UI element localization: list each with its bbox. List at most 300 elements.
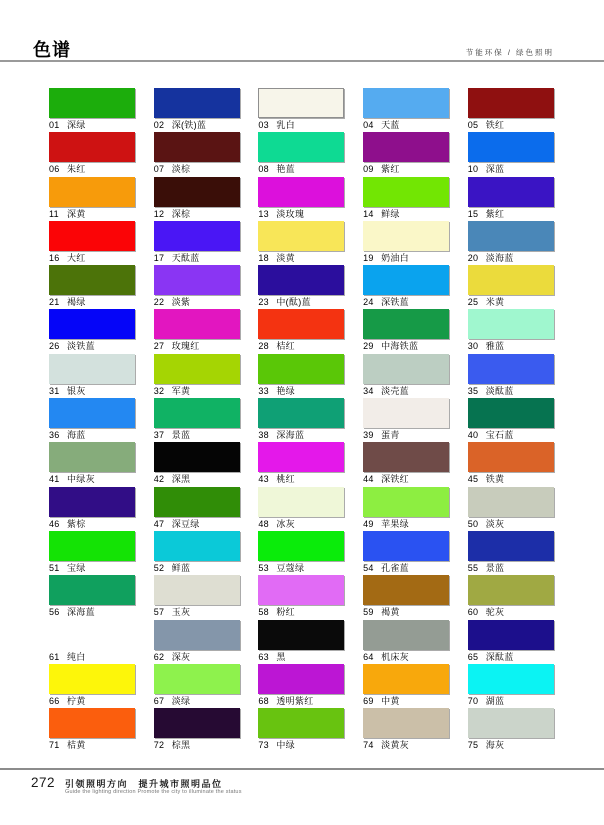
swatch-number: 26 xyxy=(49,341,60,352)
color-swatch xyxy=(258,265,344,295)
swatch-name: 淡酞蓝 xyxy=(485,385,514,396)
swatch-number: 67 xyxy=(153,695,165,706)
footer-slogan-cn: 引领照明方向 提升城市照明品位 xyxy=(65,779,223,789)
swatch-number: 66 xyxy=(49,695,60,706)
swatch-number: 38 xyxy=(258,430,269,441)
swatch-name: 天酞蓝 xyxy=(171,252,200,263)
swatch-label xyxy=(363,696,449,707)
color-swatch xyxy=(363,664,449,694)
swatch-label xyxy=(363,740,449,751)
swatch-name: 冰灰 xyxy=(276,518,295,529)
color-cell xyxy=(154,575,240,619)
color-swatch xyxy=(363,531,449,561)
swatch-number: 44 xyxy=(363,474,374,485)
color-cell xyxy=(363,398,449,442)
swatch-label xyxy=(154,430,240,441)
color-cell xyxy=(363,88,449,132)
color-cell xyxy=(468,487,554,531)
swatch-number: 37 xyxy=(153,430,165,441)
color-swatch xyxy=(468,575,554,605)
color-swatch xyxy=(468,442,554,472)
swatch-label xyxy=(258,474,344,485)
color-cell xyxy=(258,88,344,132)
swatch-label xyxy=(258,607,344,618)
swatch-number: 05 xyxy=(467,120,479,130)
swatch-number: 42 xyxy=(153,474,165,485)
swatch-label xyxy=(258,563,344,574)
swatch-name: 淡灰 xyxy=(485,518,505,529)
color-cell xyxy=(49,442,135,486)
color-swatch xyxy=(468,354,554,384)
swatch-number: 24 xyxy=(363,297,374,308)
color-swatch xyxy=(363,309,449,339)
swatch-number: 35 xyxy=(467,385,479,396)
swatch-label xyxy=(154,341,240,352)
swatch-label xyxy=(49,563,135,574)
color-cell xyxy=(468,132,554,176)
swatch-label xyxy=(468,341,554,352)
color-cell xyxy=(363,309,449,353)
swatch-name: 深海蓝 xyxy=(276,430,305,441)
swatch-label xyxy=(154,120,240,131)
swatch-number: 64 xyxy=(363,651,374,662)
swatch-name: 深海蓝 xyxy=(67,607,95,618)
color-swatch xyxy=(154,620,240,650)
swatch-number: 07 xyxy=(153,164,165,175)
swatch-label xyxy=(363,120,449,131)
swatch-label xyxy=(258,341,344,352)
swatch-number: 14 xyxy=(363,208,374,219)
swatch-label xyxy=(154,607,240,618)
color-cell xyxy=(468,531,554,575)
color-swatch xyxy=(154,664,240,694)
swatch-label xyxy=(258,430,344,441)
color-cell xyxy=(49,221,135,265)
swatch-name: 鲜蓝 xyxy=(171,562,191,573)
swatch-label xyxy=(363,341,449,352)
swatch-number: 56 xyxy=(49,607,60,618)
color-swatch xyxy=(468,221,554,251)
swatch-number: 50 xyxy=(467,518,479,529)
swatch-name: 深绿 xyxy=(67,120,86,130)
color-cell xyxy=(258,487,344,531)
swatch-number: 11 xyxy=(49,208,59,219)
swatch-name: 深灰 xyxy=(171,651,191,662)
color-cell xyxy=(363,177,449,221)
color-swatch xyxy=(258,354,344,384)
swatch-number: 06 xyxy=(49,164,60,175)
swatch-name: 中黄 xyxy=(381,695,400,706)
color-cell xyxy=(468,177,554,221)
swatch-label xyxy=(468,474,554,485)
swatch-name: 紫棕 xyxy=(67,518,86,529)
swatch-label xyxy=(49,253,135,264)
color-cell xyxy=(468,575,554,619)
color-swatch xyxy=(154,398,240,428)
swatch-number: 73 xyxy=(258,740,269,751)
swatch-label xyxy=(258,164,344,175)
swatch-label xyxy=(154,474,240,485)
color-swatch xyxy=(258,575,344,605)
color-cell xyxy=(258,708,344,752)
swatch-number: 72 xyxy=(153,740,165,751)
swatch-number: 19 xyxy=(363,252,374,263)
color-cell xyxy=(154,398,240,442)
swatch-name: 军黄 xyxy=(171,385,191,396)
color-swatch xyxy=(258,177,344,207)
swatch-number: 34 xyxy=(363,385,374,396)
color-swatch xyxy=(258,708,344,738)
swatch-label xyxy=(363,430,449,441)
swatch-label xyxy=(468,652,554,663)
swatch-label xyxy=(154,209,240,220)
color-swatch xyxy=(363,487,449,517)
swatch-label xyxy=(468,696,554,707)
color-cell xyxy=(468,664,554,708)
swatch-label xyxy=(258,386,344,397)
color-swatch xyxy=(49,221,135,251)
swatch-name: 淡黄 xyxy=(276,252,295,263)
swatch-name: 桃红 xyxy=(276,474,295,485)
color-cell xyxy=(363,708,449,752)
swatch-label xyxy=(154,519,240,530)
color-swatch xyxy=(49,708,135,738)
color-swatch xyxy=(258,664,344,694)
color-cell xyxy=(154,354,240,398)
swatch-number: 55 xyxy=(467,562,479,573)
color-cell xyxy=(363,442,449,486)
swatch-name: 桔黄 xyxy=(67,740,86,751)
color-swatch xyxy=(49,309,135,339)
swatch-label xyxy=(468,607,554,618)
swatch-label xyxy=(363,652,449,663)
color-swatch xyxy=(468,531,554,561)
color-cell xyxy=(154,531,240,575)
color-grid xyxy=(49,88,554,752)
swatch-label xyxy=(468,386,554,397)
swatch-name: 鲜绿 xyxy=(381,208,400,219)
swatch-label xyxy=(258,209,344,220)
color-cell xyxy=(258,309,344,353)
swatch-name: 中海铁蓝 xyxy=(381,341,419,352)
swatch-label xyxy=(49,607,135,618)
swatch-label xyxy=(258,120,344,131)
swatch-name: 铁红 xyxy=(485,120,505,130)
header-tagline: 节能环保 / 绿色照明 xyxy=(465,48,554,57)
swatch-number: 58 xyxy=(258,607,269,618)
swatch-name: 深蓝 xyxy=(485,164,505,175)
swatch-name: 淡海蓝 xyxy=(485,252,514,263)
swatch-number: 49 xyxy=(363,518,374,529)
color-swatch xyxy=(154,442,240,472)
swatch-label xyxy=(49,341,135,352)
swatch-label xyxy=(49,164,135,175)
swatch-name: 豆蔻绿 xyxy=(276,562,305,573)
swatch-number: 22 xyxy=(153,297,165,308)
color-cell xyxy=(363,575,449,619)
header-divider xyxy=(0,60,604,62)
color-swatch xyxy=(468,132,554,162)
swatch-name: 淡黄灰 xyxy=(381,740,409,751)
color-swatch xyxy=(258,132,344,162)
swatch-number: 32 xyxy=(153,385,165,396)
swatch-number: 70 xyxy=(467,695,479,706)
swatch-name: 柠黄 xyxy=(67,695,86,706)
swatch-number: 40 xyxy=(467,430,479,441)
swatch-number: 62 xyxy=(153,651,165,662)
swatch-name: 苹果绿 xyxy=(381,518,409,529)
color-cell xyxy=(154,708,240,752)
color-cell xyxy=(363,354,449,398)
color-cell xyxy=(363,132,449,176)
color-swatch xyxy=(154,487,240,517)
color-swatch xyxy=(258,309,344,339)
swatch-label xyxy=(154,297,240,308)
color-cell xyxy=(154,88,240,132)
swatch-name: 海蓝 xyxy=(67,430,86,441)
swatch-number: 17 xyxy=(153,252,165,263)
swatch-label xyxy=(258,297,344,308)
color-cell xyxy=(258,221,344,265)
color-cell xyxy=(154,442,240,486)
swatch-number: 46 xyxy=(49,518,60,529)
swatch-number: 25 xyxy=(467,297,479,308)
color-cell xyxy=(154,620,240,664)
swatch-number: 60 xyxy=(467,607,479,618)
color-cell xyxy=(258,664,344,708)
swatch-number: 03 xyxy=(258,120,269,130)
swatch-name: 深棕 xyxy=(171,208,191,219)
swatch-number: 28 xyxy=(258,341,269,352)
color-cell xyxy=(258,398,344,442)
swatch-name: 深酞蓝 xyxy=(485,651,514,662)
color-swatch xyxy=(154,221,240,251)
swatch-label xyxy=(468,519,554,530)
color-cell xyxy=(363,265,449,309)
color-swatch xyxy=(258,487,344,517)
swatch-name: 乳白 xyxy=(276,120,295,130)
color-swatch xyxy=(154,531,240,561)
swatch-number: 53 xyxy=(258,562,269,573)
swatch-number: 04 xyxy=(363,120,374,130)
color-swatch xyxy=(49,398,135,428)
color-swatch xyxy=(49,442,135,472)
color-swatch xyxy=(49,88,135,118)
swatch-number: 75 xyxy=(467,740,479,751)
color-swatch xyxy=(154,177,240,207)
color-swatch xyxy=(154,708,240,738)
swatch-number: 02 xyxy=(153,120,165,130)
swatch-label xyxy=(49,696,135,707)
color-cell xyxy=(258,354,344,398)
swatch-number: 54 xyxy=(363,562,374,573)
color-cell xyxy=(154,309,240,353)
swatch-number: 47 xyxy=(153,518,165,529)
color-cell xyxy=(49,309,135,353)
color-cell xyxy=(258,177,344,221)
swatch-label xyxy=(154,696,240,707)
color-swatch xyxy=(363,132,449,162)
swatch-number: 57 xyxy=(153,607,165,618)
swatch-number: 33 xyxy=(258,385,269,396)
swatch-name: 黑 xyxy=(276,651,286,662)
swatch-label xyxy=(468,297,554,308)
color-swatch xyxy=(49,575,135,605)
color-swatch xyxy=(363,575,449,605)
color-cell xyxy=(154,265,240,309)
color-cell xyxy=(468,265,554,309)
color-cell xyxy=(49,708,135,752)
color-cell xyxy=(49,620,135,664)
swatch-label xyxy=(258,740,344,751)
swatch-label xyxy=(258,652,344,663)
color-swatch xyxy=(363,265,449,295)
color-swatch xyxy=(258,620,344,650)
color-swatch xyxy=(154,354,240,384)
color-cell xyxy=(363,487,449,531)
swatch-label xyxy=(363,164,449,175)
color-cell xyxy=(468,88,554,132)
swatch-name: 淡绿 xyxy=(171,695,191,706)
swatch-name: 粉红 xyxy=(276,607,295,618)
swatch-name: 大红 xyxy=(67,252,86,263)
color-cell xyxy=(258,575,344,619)
swatch-label xyxy=(154,740,240,751)
swatch-name: 艳蓝 xyxy=(276,164,295,175)
swatch-name: 褐黄 xyxy=(381,607,400,618)
swatch-name: 中绿灰 xyxy=(67,474,95,485)
color-swatch xyxy=(49,265,135,295)
color-swatch xyxy=(363,442,449,472)
color-cell xyxy=(49,88,135,132)
swatch-number: 30 xyxy=(467,341,479,352)
swatch-name: 褐绿 xyxy=(67,297,86,308)
swatch-label xyxy=(363,386,449,397)
color-swatch xyxy=(468,398,554,428)
color-swatch xyxy=(49,664,135,694)
swatch-name: 奶油白 xyxy=(381,252,409,263)
swatch-name: 蛋青 xyxy=(381,430,400,441)
swatch-number: 15 xyxy=(467,208,479,219)
swatch-number: 08 xyxy=(258,164,269,175)
swatch-name: 淡棕 xyxy=(171,164,191,175)
swatch-name: 宝绿 xyxy=(67,562,86,573)
swatch-name: 淡紫 xyxy=(171,297,191,308)
swatch-name: 雅蓝 xyxy=(485,341,505,352)
color-swatch xyxy=(258,442,344,472)
color-cell xyxy=(49,265,135,309)
swatch-name: 深铁红 xyxy=(381,474,409,485)
swatch-label xyxy=(258,519,344,530)
swatch-name: 景蓝 xyxy=(171,430,191,441)
color-swatch xyxy=(363,620,449,650)
swatch-name: 深铁蓝 xyxy=(381,297,409,308)
color-cell xyxy=(49,487,135,531)
swatch-number: 09 xyxy=(363,164,374,175)
swatch-number: 45 xyxy=(467,474,479,485)
swatch-name: 孔雀蓝 xyxy=(381,562,409,573)
color-cell xyxy=(468,708,554,752)
swatch-label xyxy=(468,740,554,751)
swatch-number: 69 xyxy=(363,695,374,706)
color-cell xyxy=(468,442,554,486)
color-cell xyxy=(363,221,449,265)
swatch-number: 71 xyxy=(49,740,60,751)
swatch-name: 紫红 xyxy=(381,164,400,175)
swatch-name: 朱红 xyxy=(67,164,86,175)
swatch-label xyxy=(363,607,449,618)
swatch-name: 机床灰 xyxy=(381,651,409,662)
swatch-number: 43 xyxy=(258,474,269,485)
color-swatch xyxy=(258,88,344,118)
swatch-name: 棕黑 xyxy=(171,740,191,751)
color-swatch xyxy=(258,398,344,428)
swatch-number: 61 xyxy=(49,651,60,662)
swatch-label xyxy=(363,209,449,220)
swatch-number: 48 xyxy=(258,518,269,529)
swatch-number: 68 xyxy=(258,695,269,706)
color-cell xyxy=(258,620,344,664)
swatch-number: 29 xyxy=(363,341,374,352)
swatch-number: 36 xyxy=(49,430,60,441)
swatch-number: 23 xyxy=(258,297,269,308)
swatch-name: 天蓝 xyxy=(381,120,400,130)
color-swatch xyxy=(154,265,240,295)
swatch-label xyxy=(363,563,449,574)
color-cell xyxy=(154,177,240,221)
swatch-number: 13 xyxy=(258,208,269,219)
color-cell xyxy=(154,664,240,708)
color-cell xyxy=(258,442,344,486)
swatch-name: 艳绿 xyxy=(276,385,295,396)
swatch-name: 玉灰 xyxy=(171,607,191,618)
swatch-label xyxy=(468,164,554,175)
swatch-label xyxy=(258,253,344,264)
swatch-name: 深黑 xyxy=(171,474,191,485)
color-swatch xyxy=(258,531,344,561)
swatch-name: 纯白 xyxy=(67,651,86,662)
color-swatch xyxy=(154,309,240,339)
color-swatch xyxy=(363,708,449,738)
color-swatch xyxy=(363,88,449,118)
swatch-label xyxy=(258,696,344,707)
swatch-label xyxy=(49,740,135,751)
color-cell xyxy=(468,309,554,353)
swatch-name: 米黄 xyxy=(485,297,505,308)
swatch-label xyxy=(49,474,135,485)
color-cell xyxy=(49,177,135,221)
color-cell xyxy=(49,132,135,176)
swatch-number: 20 xyxy=(467,252,479,263)
swatch-label xyxy=(49,297,135,308)
color-swatch xyxy=(363,221,449,251)
swatch-label xyxy=(468,563,554,574)
swatch-label xyxy=(49,209,135,220)
color-cell xyxy=(468,620,554,664)
swatch-number: 10 xyxy=(467,164,479,175)
swatch-number: 41 xyxy=(49,474,60,485)
swatch-label xyxy=(154,563,240,574)
swatch-number: 16 xyxy=(49,252,60,263)
swatch-name: 淡玫瑰 xyxy=(276,208,305,219)
swatch-label xyxy=(154,386,240,397)
swatch-name: 铁黄 xyxy=(485,474,505,485)
color-cell xyxy=(154,132,240,176)
color-cell xyxy=(49,575,135,619)
swatch-label xyxy=(154,253,240,264)
swatch-label xyxy=(468,430,554,441)
swatch-name: 淡壳蓝 xyxy=(381,385,409,396)
